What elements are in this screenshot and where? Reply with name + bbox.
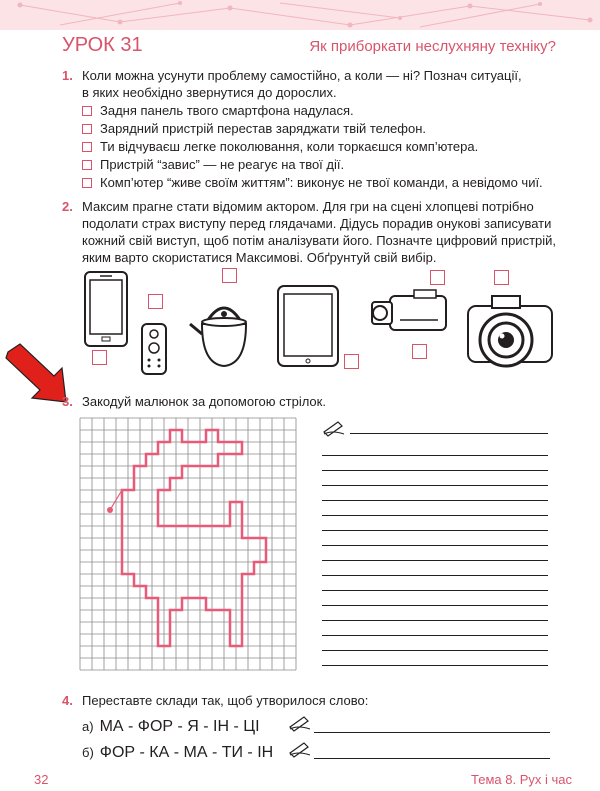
- answer-line[interactable]: [322, 560, 548, 561]
- answer-line-1[interactable]: [350, 433, 548, 434]
- answer-line[interactable]: [322, 605, 548, 606]
- device-checkbox-videocamera-2[interactable]: [412, 344, 427, 359]
- task-1-number: 1.: [62, 68, 73, 83]
- kettle-icon: [188, 290, 260, 370]
- task-1-text-line2: в яких необхідно звернутися до дорослих.: [82, 85, 337, 100]
- answer-line[interactable]: [322, 620, 548, 621]
- pencil-icon: [288, 715, 312, 731]
- device-checkbox-kettle[interactable]: [222, 268, 237, 283]
- device-checkbox-remote[interactable]: [148, 294, 163, 309]
- task-4-item-b: [82, 744, 273, 762]
- task-2-text-line3: кожний свій виступ, щоб потім аналізувати його. Позначте цифровий пристрій,: [82, 233, 557, 248]
- remote-control-icon: [138, 322, 174, 378]
- item-label: а): [82, 719, 94, 734]
- task-1-option-2[interactable]: [82, 121, 426, 136]
- video-camera-icon: [368, 290, 456, 340]
- device-checkbox-smartphone[interactable]: [92, 350, 107, 365]
- task-4-text: Переставте склади так, щоб утворилося слово:: [82, 693, 369, 708]
- item-label: б): [82, 745, 94, 760]
- task-1-text-line1: Коли можна усунути проблему самостійно, а коли — ні? Познач ситуації,: [82, 68, 522, 83]
- smartphone-icon: [82, 270, 134, 350]
- coding-grid[interactable]: [80, 418, 298, 674]
- answer-line[interactable]: [322, 455, 548, 456]
- pencil-icon: [288, 741, 312, 757]
- answer-line[interactable]: [322, 650, 548, 651]
- answer-line[interactable]: [322, 590, 548, 591]
- option-label: Комп’ютер “живе своїм життям”: виконує не твої команди, а невідомо чиї.: [100, 175, 543, 190]
- answer-line[interactable]: [322, 470, 548, 471]
- answer-line[interactable]: [322, 485, 548, 486]
- device-checkbox-tablet[interactable]: [344, 354, 359, 369]
- option-label: Задня панель твого смартфона надулася.: [100, 103, 354, 118]
- answer-line[interactable]: [322, 530, 548, 531]
- tablet-icon: [274, 284, 344, 370]
- device-checkbox-photocamera[interactable]: [494, 270, 509, 285]
- option-label: Зарядний пристрій перестав заряджати твій телефон.: [100, 121, 426, 136]
- task-1-option-1[interactable]: [82, 103, 354, 118]
- network-pattern-icon: [0, 0, 600, 30]
- task-1-option-4[interactable]: [82, 157, 344, 172]
- task-2-text-line2: подолати страх виступу перед глядачами. Дідусь порадив онукові записувати: [82, 216, 552, 231]
- lesson-title: УРОК 31: [62, 34, 143, 56]
- task-4-item-a: [82, 718, 260, 736]
- task-2-text-line4: яким варто скористатися Максимові. Обґрунтуй свій вибір.: [82, 250, 437, 265]
- photo-camera-icon: [462, 292, 558, 374]
- device-checkbox-videocamera[interactable]: [430, 270, 445, 285]
- syllables-text: ФОР - КА - МА - ТИ - ІН: [99, 744, 274, 761]
- task-2-text-line1: Максим прагне стати відомим актором. Для гри на сцені хлопцеві потрібно: [82, 199, 534, 214]
- lesson-subtitle: Як приборкати неслухняну техніку?: [309, 38, 556, 55]
- syllables-text: МА - ФОР - Я - ІН - ЦІ: [99, 718, 260, 735]
- answer-line-a[interactable]: [314, 732, 550, 733]
- header-decoration: [0, 0, 600, 30]
- answer-line-b[interactable]: [314, 758, 550, 759]
- footer-topic: Тема 8. Рух і час: [471, 772, 572, 787]
- task-3-text: Закодуй малюнок за допомогою стрілок.: [82, 394, 326, 409]
- task-4-number: 4.: [62, 693, 73, 708]
- checkbox[interactable]: [82, 106, 92, 116]
- option-label: Пристрій “завис” — не реагує на твої дії.: [100, 157, 345, 172]
- checkbox[interactable]: [82, 178, 92, 188]
- task-3-number: 3.: [62, 394, 73, 409]
- task-2-number: 2.: [62, 199, 73, 214]
- pencil-icon: [322, 420, 346, 436]
- task-1-option-5[interactable]: [82, 175, 543, 190]
- answer-line[interactable]: [322, 635, 548, 636]
- answer-line[interactable]: [322, 575, 548, 576]
- option-label: Ти відчуваєш легке поколювання, коли торкаєшся комп’ютера.: [100, 139, 479, 154]
- answer-line[interactable]: [322, 500, 548, 501]
- answer-line[interactable]: [322, 515, 548, 516]
- page-number: 32: [34, 772, 49, 787]
- checkbox[interactable]: [82, 124, 92, 134]
- pointer-arrow-icon: [4, 344, 70, 406]
- checkbox[interactable]: [82, 142, 92, 152]
- task-1-option-3[interactable]: [82, 139, 478, 154]
- answer-line[interactable]: [322, 665, 548, 666]
- checkbox[interactable]: [82, 160, 92, 170]
- answer-line[interactable]: [322, 545, 548, 546]
